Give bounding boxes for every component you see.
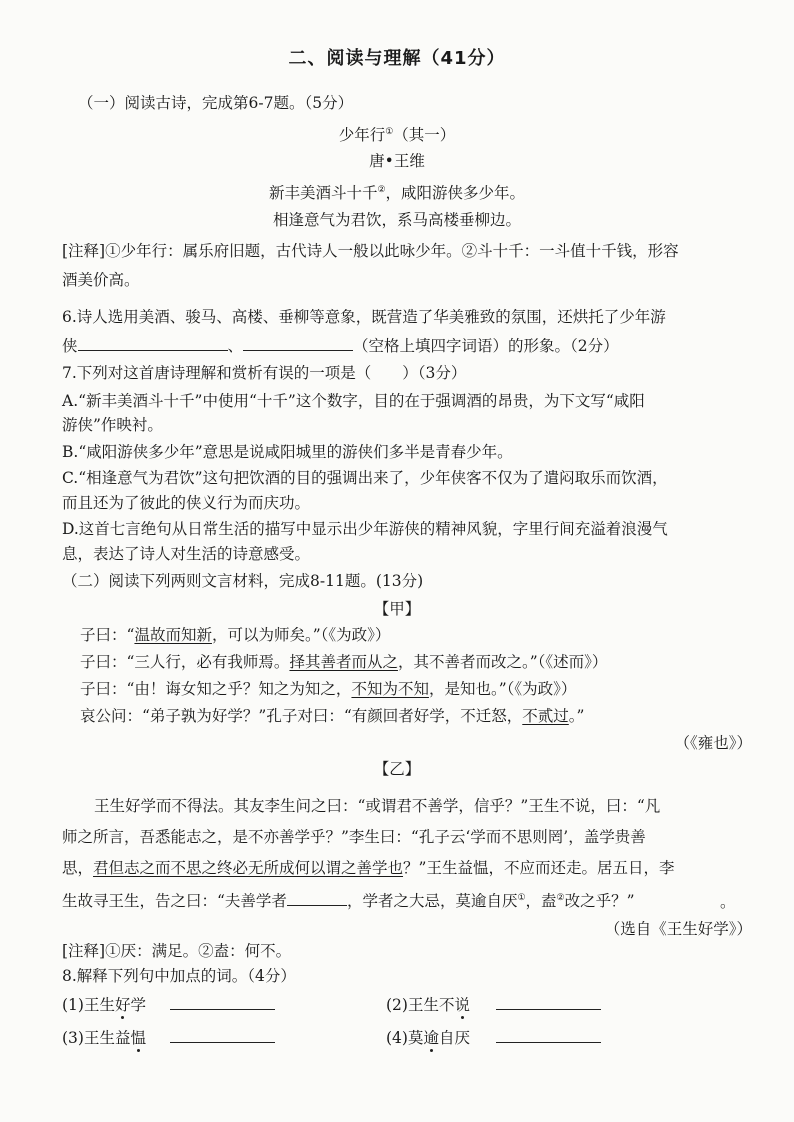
yi-note-mark-2: ②: [556, 893, 565, 903]
jia-3-a: 子曰：“由！诲女知之乎？知之为知之，: [80, 680, 352, 698]
jia-line-2: [80, 651, 607, 673]
jia-1-a: 子曰：“: [80, 626, 135, 644]
q8-3-answer-blank[interactable]: [170, 1026, 275, 1043]
poem-line-1-note-mark: ②: [377, 185, 386, 195]
poem-title-note-mark: ①: [385, 127, 394, 137]
q8-item-2: [386, 993, 601, 1016]
q8-2-a: (2)王生不: [386, 996, 455, 1014]
q7-option-c-line-1[interactable]: C.“相逢意气为君饮”这句把饮酒的目的强调出来了，少年侠客不仅为了遣闷取乐而饮酒，: [62, 469, 668, 487]
q8-3-dotted-word: 愠: [130, 1029, 146, 1047]
q8-2-answer-blank[interactable]: [496, 993, 601, 1010]
jia-2-underlined: 择其善者而从之: [289, 653, 398, 671]
yi-4-d: 改之乎？”: [564, 892, 635, 911]
q6-separator: 、: [227, 337, 244, 355]
yi-4-a: 生故寻王生，告之曰：“夫善学者: [62, 892, 287, 911]
q8-item-3: [62, 1026, 275, 1049]
poem-note-line-1: [注释]①少年行：属乐府旧题，古代诗人一般以此咏少年。②斗十千：一斗值十千钱，形容: [62, 242, 679, 260]
q7-stem: 7.下列对这首唐诗理解和赏析有误的一项是（ ）（3分）: [62, 364, 467, 382]
jia-4-underlined: 不贰过: [522, 707, 569, 725]
q8-1-a: (1)王生: [62, 996, 115, 1014]
poem-title: [0, 121, 794, 146]
yi-label: 【乙】: [373, 760, 421, 778]
yi-line-2: 师之所言，吾悉能志之，是不亦善学乎？”李生曰：“孔子云‘学而不思则罔’，盖学贵善: [62, 828, 646, 846]
jia-3-b: ，是知也。”（《为政》）: [428, 680, 577, 698]
poem-author: 唐•王维: [369, 152, 425, 170]
q6-text-b: （空格上填四字词语）的形象。（2分）: [353, 337, 619, 355]
section-title: 二、阅读与理解（41分）: [288, 48, 506, 69]
q7-option-c-line-2[interactable]: 而且还为了彼此的侠义行为而庆功。: [62, 494, 311, 512]
q8-4-dotted-word: 逾: [423, 1029, 439, 1047]
yi-line-4-end: 。: [720, 893, 736, 911]
jia-line-4: [80, 705, 584, 727]
poem-title-suffix: （其一）: [393, 126, 456, 145]
q6-text-a: 侠: [62, 337, 78, 355]
yi-3-a: 思，: [62, 859, 94, 877]
q7-option-d-line-1[interactable]: D.这首七言绝句从日常生活的描写中显示出少年游侠的精神风貌，字里行间充溢着浪漫气: [62, 520, 668, 538]
jia-4-a: 哀公问：“弟子孰为好学？”孔子对曰：“有颜回者好学，不迁怒，: [80, 707, 523, 725]
q6-blank-2[interactable]: [243, 334, 353, 351]
yi-3-b: ？”王生益愠，不应而还走。居五日，李: [403, 859, 675, 877]
q8-4-a: (4)莫: [386, 1029, 424, 1047]
jia-line-3: [80, 678, 576, 700]
yi-line-1: 王生好学而不得法。其友李生问之曰：“或谓君不善学，信乎？”王生不说，曰：“凡: [94, 797, 661, 815]
q8-item-4: [386, 1026, 601, 1049]
jia-line-1: [80, 624, 390, 646]
yi-source: （选自《王生好学》）: [604, 920, 752, 938]
q6-line-2: [62, 334, 619, 357]
yi-4-b: ，学者之大忌，莫逾自厌: [346, 892, 518, 911]
q6-blank-1[interactable]: [78, 334, 228, 351]
yi-4-c: ，盍: [525, 892, 557, 911]
yi-line-4: [62, 887, 635, 912]
q7-option-b[interactable]: B.“咸阳游侠多少年”意思是说咸阳城里的游侠们多半是青春少年。: [62, 443, 513, 461]
yi-fill-blank[interactable]: [287, 889, 347, 906]
q8-4-answer-blank[interactable]: [496, 1026, 601, 1043]
jia-1-underlined: 温故而知新: [134, 626, 212, 644]
yi-line-3: [62, 857, 674, 879]
poem-title-text: 少年行: [338, 126, 386, 145]
q8-stem: 8.解释下列句中加点的词。（4分）: [62, 967, 296, 985]
yi-note-mark-1: ①: [517, 893, 526, 903]
q8-3-a: (3)王生益: [62, 1029, 131, 1047]
part1-heading: （一）阅读古诗，完成第6-7题。（5分）: [78, 94, 354, 112]
q8-1-dotted-word: 好: [114, 996, 131, 1014]
part2-heading: （二）阅读下列两则文言材料，完成8-11题。(13分): [62, 572, 424, 590]
q8-item-1: [62, 993, 275, 1016]
poem-line-1: [0, 179, 794, 204]
poem-note-line-2: 酒美价高。: [62, 271, 140, 289]
jia-1-b: ，可以为师矣。”（《为政》）: [211, 626, 391, 644]
q8-1-answer-blank[interactable]: [170, 993, 275, 1010]
jia-label: 【甲】: [373, 600, 421, 618]
q7-option-d-line-2[interactable]: 息，表达了诗人对生活的诗意感受。: [62, 545, 311, 563]
q6-line-1: 6.诗人选用美酒、骏马、高楼、垂柳等意象，既营造了华美雅致的氛围，还烘托了少年游: [62, 308, 666, 326]
q8-4-b: 自厌: [438, 1029, 470, 1047]
jia-2-a: 子曰：“三人行，必有我师焉。: [80, 653, 290, 671]
poem-line-1-b: ，咸阳游侠多少年。: [385, 184, 526, 203]
q8-1-b: 学: [130, 996, 146, 1014]
jia-3-underlined: 不知为不知: [351, 680, 429, 698]
q7-option-a-line-1[interactable]: A.“新丰美酒斗十千”中使用“十千”这个数字，目的在于强调酒的昂贵，为下文写“咸阳: [62, 392, 645, 410]
poem-line-2: 相逢意气为君饮，系马高楼垂柳边。: [272, 211, 521, 229]
q7-option-a-line-2[interactable]: 游侠”作映衬。: [62, 416, 163, 434]
jia-line-4-source: （《雍也》）: [674, 734, 752, 752]
poem-line-1-a: 新丰美酒斗十千: [268, 184, 378, 203]
jia-4-b: 。”: [568, 707, 585, 725]
yi-3-underlined: 君但志之而不思之终必无所成何以谓之善学也: [93, 859, 404, 877]
q8-2-dotted-word: 说: [454, 996, 470, 1014]
yi-note: [注释]①厌：满足。②盍：何不。: [62, 942, 292, 960]
jia-2-b: ，其不善者而改之。”（《述而》）: [397, 653, 608, 671]
